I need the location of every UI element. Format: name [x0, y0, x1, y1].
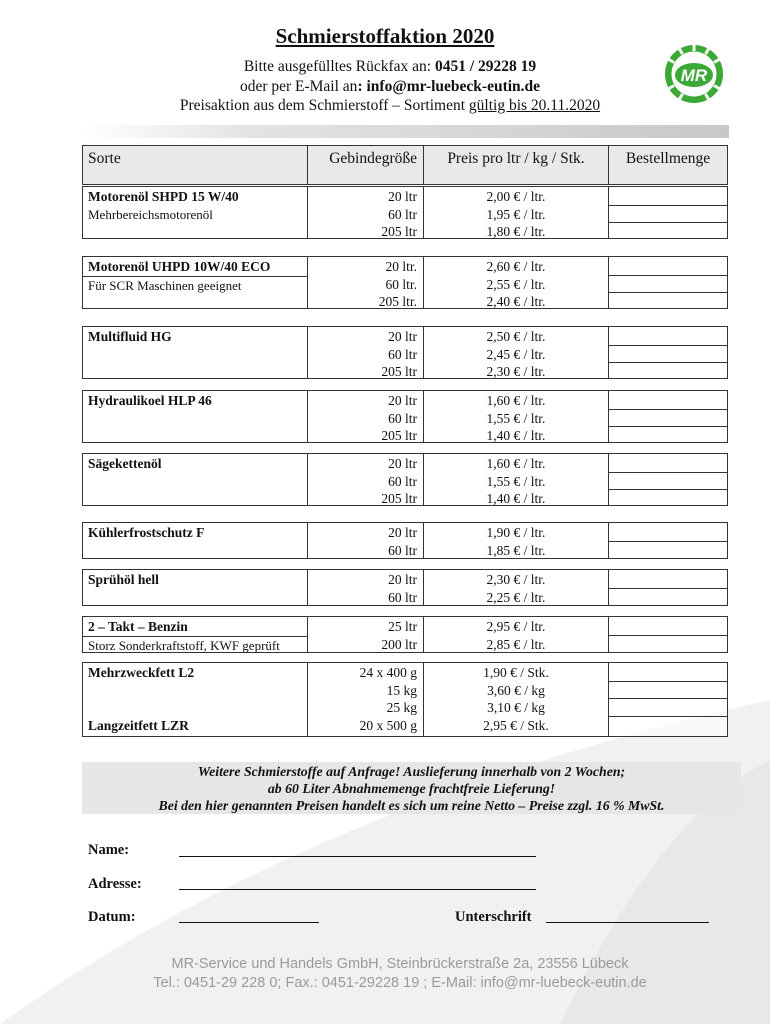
product-desc: Für SCR Maschinen geeignet — [83, 276, 307, 295]
product-row — [82, 256, 728, 309]
price-value: 2,00 € / ltr. — [486, 189, 546, 204]
order-quantity-input[interactable] — [609, 454, 727, 505]
product-row — [82, 390, 728, 443]
action-text: Preisaktion aus dem Schmierstoff – Sortiment — [179, 97, 469, 114]
header-divider-bar — [82, 125, 729, 138]
size-value: 205 ltr — [381, 224, 417, 239]
price-value: 2,55 € / ltr. — [486, 276, 546, 292]
valid-until: gültig bis 20.11.2020 — [468, 97, 601, 114]
size-value: 60 ltr — [388, 346, 417, 362]
size-value: 205 ltr — [381, 491, 417, 506]
notice-box — [82, 762, 741, 814]
product-cell — [83, 327, 308, 378]
size-cell — [308, 617, 424, 652]
price-value: 2,30 € / ltr. — [486, 364, 546, 379]
product-name: Mehrzweckfett L2 — [88, 665, 195, 680]
size-value: 20 ltr — [388, 572, 417, 587]
size-value: 20 ltr — [388, 525, 417, 540]
price-cell — [424, 187, 609, 238]
size-value: 20 ltr — [388, 329, 417, 344]
col-bestell: Bestellmenge — [625, 150, 711, 167]
price-value: 1,55 € / ltr. — [486, 410, 546, 426]
signature-label: Unterschrift — [455, 909, 532, 925]
product-row — [82, 453, 728, 506]
mail-prefix: oder per E-Mail an — [239, 78, 358, 95]
size-value: 20 ltr — [388, 456, 417, 471]
price-value: 2,95 € / ltr. — [486, 619, 546, 634]
price-cell — [424, 391, 609, 442]
notice-line: Bei den hier genannten Preisen handelt es sich um reine Netto – Preise zzgl. 16 % MwSt. — [158, 798, 665, 813]
product-cell — [83, 454, 308, 505]
price-value: 1,90 € / Stk. — [483, 665, 549, 680]
product-name: Hydraulikoel HLP 46 — [88, 393, 212, 408]
price-cell — [424, 257, 609, 308]
size-value: 60 ltr — [388, 410, 417, 426]
product-name: Langzeitfett LZR — [88, 717, 189, 733]
date-label: Datum: — [88, 909, 136, 925]
size-cell — [308, 391, 424, 442]
product-cell — [83, 391, 308, 442]
price-value: 1,95 € / ltr. — [486, 206, 546, 222]
product-name: Kühlerfrostschutz F — [88, 525, 205, 540]
product-name: Sprühöl hell — [88, 572, 159, 587]
product-name: Sägekettenöl — [88, 456, 162, 471]
action-line — [0, 97, 770, 115]
price-value: 2,95 € / Stk. — [483, 717, 549, 733]
price-value: 3,60 € / kg — [487, 682, 545, 698]
size-cell — [308, 663, 424, 736]
footer-contact: Tel.: 0451-29 228 0; Fax.: 0451-29228 19 ; E-Mail: info@mr-luebeck-eutin.de — [153, 975, 647, 991]
price-value: 3,10 € / kg — [487, 700, 545, 715]
price-value: 1,40 € / ltr. — [486, 491, 546, 506]
product-row — [82, 522, 728, 559]
name-field[interactable] — [179, 855, 536, 857]
fax-prefix: Bitte ausgefülltes Rückfax an: — [243, 58, 435, 75]
size-value: 205 ltr — [381, 428, 417, 443]
mail-line — [0, 78, 770, 96]
product-row — [82, 662, 728, 737]
order-quantity-input[interactable] — [609, 391, 727, 442]
size-value: 60 ltr — [388, 542, 417, 558]
product-name: 2 – Takt – Benzin — [88, 619, 188, 634]
price-value: 1,85 € / ltr. — [486, 542, 546, 558]
order-quantity-input[interactable] — [609, 617, 727, 652]
size-value: 60 ltr — [388, 589, 417, 605]
size-value: 25 kg — [386, 700, 417, 715]
logo-text: MR — [680, 66, 708, 85]
price-cell — [424, 523, 609, 558]
product-row — [82, 616, 728, 653]
order-quantity-input[interactable] — [609, 187, 727, 238]
fax-number: 0451 / 29228 19 — [434, 58, 537, 75]
price-value: 2,45 € / ltr. — [486, 346, 546, 362]
size-value: 20 ltr — [388, 393, 417, 408]
product-row — [82, 569, 728, 606]
price-value: 1,60 € / ltr. — [486, 393, 546, 408]
product-row — [82, 326, 728, 379]
product-name: Multifluid HG — [88, 329, 172, 344]
price-value: 2,40 € / ltr. — [486, 294, 546, 309]
size-value: 25 ltr — [388, 619, 417, 634]
notice-line: Weitere Schmierstoffe auf Anfrage! Auslieferung innerhalb von 2 Wochen; — [197, 764, 626, 779]
page-title: Schmierstoffaktion 2020 — [275, 24, 495, 48]
product-cell — [83, 617, 308, 652]
price-value: 1,90 € / ltr. — [486, 525, 546, 540]
size-value: 205 ltr — [381, 364, 417, 379]
product-cell — [83, 663, 308, 736]
name-label: Name: — [88, 842, 130, 858]
size-value: 60 ltr — [388, 473, 417, 489]
size-value: 60 ltr. — [385, 276, 417, 292]
product-row — [82, 186, 728, 239]
signature-field[interactable] — [546, 921, 709, 923]
price-value: 2,50 € / ltr. — [486, 329, 546, 344]
product-desc: Mehrbereichsmotorenöl — [88, 206, 213, 222]
size-value: 20 ltr. — [385, 259, 417, 274]
price-cell — [424, 617, 609, 652]
size-value: 205 ltr. — [378, 294, 417, 309]
size-value: 200 ltr — [381, 636, 417, 652]
price-value: 1,40 € / ltr. — [486, 428, 546, 443]
price-cell — [424, 327, 609, 378]
address-label: Adresse: — [88, 876, 142, 892]
address-field[interactable] — [179, 888, 536, 890]
order-quantity-input[interactable] — [609, 570, 727, 605]
price-cell — [424, 454, 609, 505]
price-value: 1,55 € / ltr. — [486, 473, 546, 489]
mail-address[interactable]: : info@mr-luebeck-eutin.de — [357, 78, 541, 95]
col-gebinde: Gebindegröße — [308, 146, 424, 184]
date-field[interactable] — [179, 921, 319, 923]
product-cell — [83, 523, 308, 558]
size-value: 15 kg — [386, 682, 417, 698]
footer-address: MR-Service und Handels GmbH, Steinbrückerstraße 2a, 23556 Lübeck — [171, 956, 629, 972]
product-cell — [83, 187, 308, 238]
col-sorte: Sorte — [83, 146, 308, 184]
size-cell — [308, 257, 424, 308]
price-value: 2,85 € / ltr. — [486, 636, 546, 652]
product-name: Motorenöl UHPD 10W/40 ECO — [88, 259, 271, 274]
size-value: 24 x 400 g — [359, 665, 417, 680]
price-cell — [424, 570, 609, 605]
price-value: 2,60 € / ltr. — [486, 259, 546, 274]
order-quantity-input[interactable] — [609, 523, 727, 558]
size-value: 20 x 500 g — [359, 717, 417, 733]
order-quantity-input[interactable] — [609, 257, 727, 308]
product-cell — [83, 257, 308, 308]
price-value: 2,30 € / ltr. — [486, 572, 546, 587]
price-cell — [424, 663, 609, 736]
product-name: Motorenöl SHPD 15 W/40 — [88, 189, 239, 204]
size-cell — [308, 187, 424, 238]
size-value: 60 ltr — [388, 206, 417, 222]
size-cell — [308, 523, 424, 558]
price-value: 1,80 € / ltr. — [486, 224, 546, 239]
fax-line — [0, 58, 770, 76]
price-value: 2,25 € / ltr. — [486, 589, 546, 605]
order-quantity-input[interactable] — [609, 663, 727, 736]
product-cell — [83, 570, 308, 605]
size-value: 20 ltr — [388, 189, 417, 204]
size-cell — [308, 327, 424, 378]
size-cell — [308, 570, 424, 605]
col-preis: Preis pro ltr / kg / Stk. — [424, 146, 609, 184]
table-header — [82, 145, 728, 185]
product-desc: Storz Sonderkraftstoff, KWF geprüft — [83, 636, 307, 655]
size-cell — [308, 454, 424, 505]
mr-logo-icon — [659, 43, 729, 105]
order-quantity-input[interactable] — [609, 327, 727, 378]
price-value: 1,60 € / ltr. — [486, 456, 546, 471]
notice-line: ab 60 Liter Abnahmemenge frachtfreie Lieferung! — [267, 781, 556, 796]
